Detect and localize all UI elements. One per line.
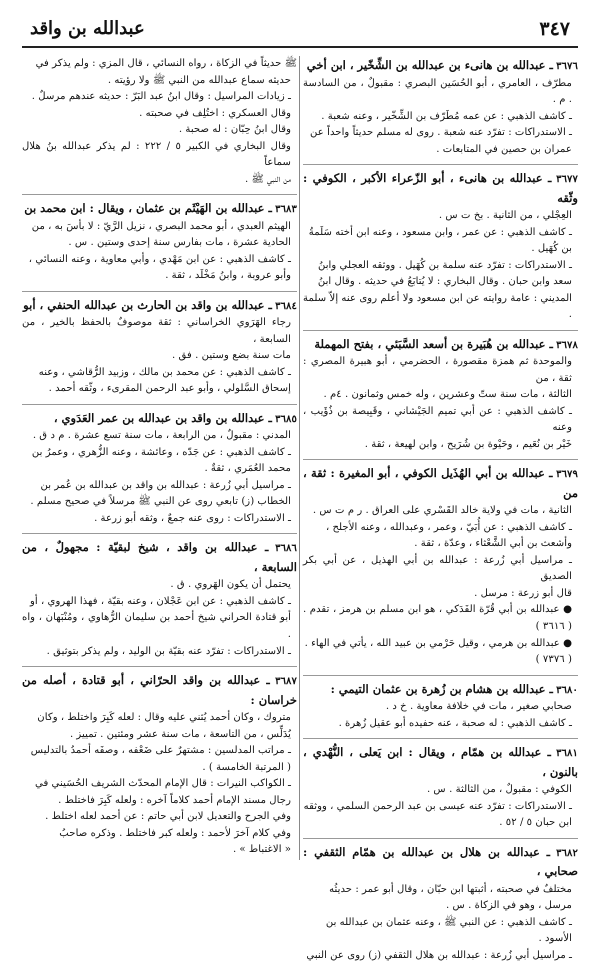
entry-line: المديني : عامة روايته عن ابن مسعود ولا أعلم روى عنه إلاّ سلمة . xyxy=(303,292,572,321)
biography-entry xyxy=(303,459,578,668)
biography-entry xyxy=(22,404,297,528)
entry-line: بن كُهَيل . xyxy=(531,243,572,255)
entry-text: ـ عبدالله بن أبي الهُذَيل الكوفي ، أبو المغيرة : ثقة ، من xyxy=(303,466,578,500)
header-rule xyxy=(22,46,578,48)
entry-line: الثانية ، مات في ولاية خالد القَسْري على العراق . ر م ت س . xyxy=(312,505,572,517)
entry-line: ـ الاستدراكات : روى عنه جمعٌ ، وثقه أبو زرعة . xyxy=(94,512,291,524)
entry-line: وقال ابنُ حِبّان : له صحبة . xyxy=(178,124,291,136)
entry-line: مات سنة بضع وستين . فق . xyxy=(172,350,291,362)
entry-line: ـ كاشف الذهبي : عن النبي ﷺ ، وعنه عثمان بن عبدالله بن xyxy=(325,916,572,928)
entry-line: مطرّف ، العامري ، أبو الحُسَين البصري : مقبولٌ ، من السادسة . م . xyxy=(303,77,572,106)
entry-number: ٣٦٧٨ xyxy=(556,338,578,351)
entry-line: وأبو عروبة ، وابنُ مَخْلَد ، ثقة . xyxy=(165,270,291,282)
entry-text: ـ عبدالله بن واقد بن عبدالله بن عمر العَدَوي ، xyxy=(53,410,272,425)
entry-heading-line xyxy=(22,671,297,710)
biography-entry xyxy=(303,738,578,832)
biography-entry xyxy=(22,533,297,660)
entry-line: ( ٧٣٧٦ ) xyxy=(535,654,572,666)
entry-heading-line xyxy=(22,409,297,429)
entry-line: ـ الكواكب النيرات : قال الإمام المحدّث الشريف الحُسَيني في xyxy=(34,778,291,790)
entry-number: ٣٦٨٢ xyxy=(556,846,578,859)
entry-heading-line xyxy=(303,843,578,882)
entry-text: ـ عبدالله بن هانىء ، أبو الزّعراء الأكبر ، الكوفي : وثّقه xyxy=(303,171,578,205)
entry-heading-line xyxy=(303,680,578,700)
entry-line: خَيْر بن نُعَيم ، وحَيْوة بن شُرَيح ، وابن لهيعة ، ثقة . xyxy=(364,438,572,450)
entry-line: الكوفي : مقبولٌ ، من الثالثة . س . xyxy=(426,784,572,796)
entry-text: ـ عبدالله بن الهَيْثَم بن عثمان ، ويقال : ابن محمد بن xyxy=(24,201,272,216)
entry-heading-line xyxy=(22,538,297,577)
entry-text: ـ عبدالله بن واقد الحرّاني ، أبو قتادة ، أصله من خراسان : xyxy=(22,673,297,707)
entry-line: سعد وابن حبان . وقال البخاري : لا يُتابَعُ في حديثه . وقال ابنُ xyxy=(317,276,572,288)
entry-line: ـ الاستدراكات : تفرّد عنه بقيّة بن الوليد ، ولم يذكر بتوثيق . xyxy=(46,645,291,657)
biography-entry xyxy=(303,164,578,324)
entry-line: وفي الجرح والتعديل لابن أبي حاتم : عن أحمد لعله اختلط . xyxy=(45,811,291,823)
entry-line: ـ كاشف الذهبي : عن أُبَيّ ، وعمر ، وعبدالله ، وعنه الأجلح ، xyxy=(325,521,572,533)
entry-number: ٣٦٨٦ xyxy=(275,542,297,555)
entry-line: رجال مسند الإمام أحمد كلاماً آخره : ولعله كَبِرَ فاختلط . xyxy=(58,794,291,806)
entry-line: ـ كاشف الذهبي : عن محمد بن مالك ، وزبيد الرُّقاشي ، وعنه xyxy=(38,366,291,378)
biography-entry xyxy=(22,291,297,398)
entry-line: الخطاب (ز) تابعي روى عن النبي ﷺ مرسلاً في صحيح مسلم . xyxy=(30,496,291,508)
entry-line: ـ مراسيل أبي زُرعة : عبدالله بن أبي الهذيل ، عن أبي بكر الصديق xyxy=(303,554,572,583)
entry-line: ـ الاستدراكات : تفرّد عنه شعبة . روى له مسلم حديثاً واحداً عن xyxy=(310,127,572,139)
entry-line: ـ كاشف الذهبي : عن جَدّه ، وعائشة ، وعنه الزُّهري ، وعمرُ بن xyxy=(31,446,291,458)
entry-line: ـ زيادات المراسيل : وقال ابنُ عبد البَرّ : حديثه عندهم مرسلٌ . xyxy=(31,91,291,103)
biography-entry xyxy=(303,330,578,454)
biography-entry xyxy=(22,666,297,859)
entry-line: صحابي صغير ، مات في خلافة معاوية . خ د . xyxy=(385,701,572,713)
entry-line: محمد العُمَري ، ثقةٌ . xyxy=(204,463,291,475)
entry-number: ٣٦٨٠ xyxy=(556,683,578,696)
entry-heading-line xyxy=(303,743,578,782)
entry-line: وفي كلام آخرَ لأحمد : ولعله كبر فاختلط . وذكره صاحبُ xyxy=(59,827,291,839)
biography-entry xyxy=(303,56,578,158)
entry-line: وقال العسكري : اختُلِف في صحبته . xyxy=(139,107,291,119)
entry-line: الثالثة ، مات سنة ستّ وعشرين ، وله خمس وثمانون . ٤م . xyxy=(323,389,572,401)
entry-text: ـ عبدالله بن هشام بن زُهرة بن عثمان التيمي : xyxy=(330,681,553,696)
entry-line: ابن حبان ٥ / ٥٢ . xyxy=(499,817,572,829)
biography-entry xyxy=(303,838,578,964)
entry-line: ـ كاشف الذهبي : عن ابن مَهْدي ، وأبي معاوية ، وعنه النسائي ، xyxy=(28,253,291,265)
entry-line: ● عبدالله بن أبي قُرّة الفَدَكي ، هو ابن مسلم بن هرمز ، تقدم . ( ٣٦١٦ ) xyxy=(303,604,572,632)
entry-line: من النبي ﷺ . xyxy=(245,173,291,185)
entry-line: وأشعث بن أبي الشَّعْثاء ، وعدّة ، ثقة . xyxy=(414,538,572,550)
entry-line: ـ كاشف الذهبي : عن عمه مُطَرّف بن الشِّخّير ، وعنه شعبة . xyxy=(321,110,572,122)
entry-number: ٣٦٨٧ xyxy=(275,675,297,688)
entry-line: العِجْلي ، من الثانية . بخ ت س . xyxy=(438,210,572,222)
column-divider xyxy=(299,56,300,860)
entry-line: أبو قتادة الحراني شيخ أحمد بن سليمان الرُّهاوي ، ومُنْبَهان ، واه . xyxy=(22,612,291,640)
entry-heading-line xyxy=(22,296,297,316)
entry-number: ٣٦٨٤ xyxy=(275,299,297,312)
entry-text: ـ عبدالله بن همّام ، ويقال : ابن يَعلى ، النُّهْدي ، بالنون ، xyxy=(303,745,578,779)
entry-number: ٣٦٨١ xyxy=(556,747,578,760)
biography-entry xyxy=(22,194,297,285)
entry-line: ( المرتبة الخامسة ) . xyxy=(202,761,291,773)
entry-text: ـ عبدالله بن هُبَيرة بن أسعد السَّبَئي ، بفتح المهملة xyxy=(314,336,553,351)
entry-line: ـ كاشف الذهبي : له صحبة ، عنه حفيده أبو عقيل زُهرة . xyxy=(338,717,572,729)
page-header xyxy=(22,12,578,42)
entry-line: عمران بن حصين في المتابعات . xyxy=(436,143,572,155)
entry-line: حديثه سماع عبدالله من النبي ﷺ ولا رؤيته . xyxy=(107,74,291,86)
entry-line: ـ كاشف الذهبي : عن أبي تميم الجَيْشاني ، وقَبِيصة بن ذُؤَيب ، وعنه xyxy=(303,405,572,434)
entry-line: ـ مراسيل أبي زُرعة : عبدالله بن هلال الثقفي (ز) روى عن النبي xyxy=(306,949,572,961)
entry-heading-line xyxy=(303,335,578,355)
biography-entry xyxy=(303,675,578,733)
page-number: ٣٤٧ xyxy=(539,18,570,40)
entry-line: يُدَلِّس ، من التاسعة ، مات سنة عشر ومئتين . تمييز . xyxy=(69,728,291,740)
right-column xyxy=(303,56,578,961)
entry-line: ـ الاستدراكات : تفرّد عنه سلمة بن كُهَيل . ووثقه العجلي وابنُ xyxy=(317,259,572,271)
entry-heading-line xyxy=(22,199,297,219)
entry-line: ـ مراسيل أبي زُرعة : عبدالله بن واقد بن عبدالله بن عُمر بن xyxy=(40,479,291,491)
entry-line: الهيثم العبدي ، أبو محمد البصري ، نزيل الرَّيّ : لا بأسَ به ، من xyxy=(31,220,291,232)
entry-line: وقال البخاري في الكبير ٥ / ٢٢٢ : لم يذكر عبدالله بنُ هلال سماعاً xyxy=(22,140,291,169)
entry-line: ـ مراتب المدلسين : مشتهرٌ على ضَعْفه ، وصفَه أحمدُ بالتدليس xyxy=(30,745,291,757)
entry-line: إسحاق السَّلولي ، وأبو عبد الرحمن المقرىء ، وثّقه أحمد . xyxy=(48,383,291,395)
entry-heading-line xyxy=(303,56,578,76)
entry-line: متروك ، وكان أحمد يُثني عليه وقال : لعله كَبِرَ واختلط ، وكان xyxy=(37,712,291,724)
entry-line: مختلفٌ في صحبته ، أثبتها ابن حبّان ، وقال أبو عمر : حديثُه xyxy=(329,883,572,895)
entry-line: ـ كاشف الذهبي : عن ابن عَجْلان ، وعنه بقيّة ، فهذا الهروي ، أو xyxy=(29,595,291,607)
entry-line: مرسل ، وهو في الزكاة . س . xyxy=(446,900,572,912)
entry-number: ٣٦٧٧ xyxy=(556,173,578,186)
entry-line: « الاغتباط » . xyxy=(232,844,291,856)
entry-line: الأسود . xyxy=(538,933,572,945)
entry-text: ـ عبدالله بن واقد ، شيخ لبقيّة : مجهولٌ ، من السابعة ، xyxy=(22,540,297,574)
entry-text: ـ عبدالله بن هانىء بن عبدالله بن الشِّخّير ، ابن أخي xyxy=(306,58,553,72)
entry-line: قال أبو زرعة : مرسل . xyxy=(474,587,572,599)
entry-number: ٣٦٨٥ xyxy=(275,412,297,425)
left-column xyxy=(22,56,297,862)
entry-line: والموحدة ثم همزة مقصورة ، الحضرمي ، أبو هبيرة المصري : ثقة ، من xyxy=(303,356,572,384)
entry-line: ● عبدالله بن هرمي ، وقيل حَرْمي بن عبيد الله ، يأتي في الهاء . xyxy=(304,637,572,649)
entry-line: ﷺ حديثاً في الزكاة ، رواه النسائي ، قال المزي : ولم يذكر في xyxy=(35,58,297,69)
entry-line: يحتمل أن يكون الهَروي . ق . xyxy=(170,579,291,591)
entry-line: ـ كاشف الذهبي : عن عمر ، وابن مسعود ، وعنه ابن أخته سَلَمةُ xyxy=(308,226,572,238)
entry-text: ـ عبدالله بن هلال بن عبدالله بن همّام الثقفي : صحابي ، xyxy=(303,844,578,879)
entry-text: ـ عبدالله بن واقد بن الحارث بن عبدالله الحنفي ، أبو xyxy=(23,297,272,312)
entry-number: ٣٦٧٦ xyxy=(556,60,578,72)
entry-number: ٣٦٧٩ xyxy=(556,468,578,481)
entry-line: ـ الاستدراكات : تفرّد عنه عيسى بن عبد الرحمن السلمي ، ووثقه xyxy=(303,800,572,812)
entry-line: الحادية عشرة ، مات بفارس سنة إحدى وستين . س . xyxy=(68,237,291,249)
entry-heading-line xyxy=(303,464,578,503)
entry-number: ٣٦٨٣ xyxy=(275,203,297,216)
biography-entry xyxy=(22,56,297,188)
entry-line: رجاء الهَرَوي الخراساني : ثقة موصوفٌ بالحفظ بالخير ، من السابعة ، xyxy=(22,317,291,345)
entry-heading-line xyxy=(303,169,578,208)
running-head: عبدالله بن واقد xyxy=(30,18,145,39)
entry-line: المدني : مقبولٌ ، من الرابعة ، مات سنة تسع عشرة . م د ق . xyxy=(32,430,291,442)
